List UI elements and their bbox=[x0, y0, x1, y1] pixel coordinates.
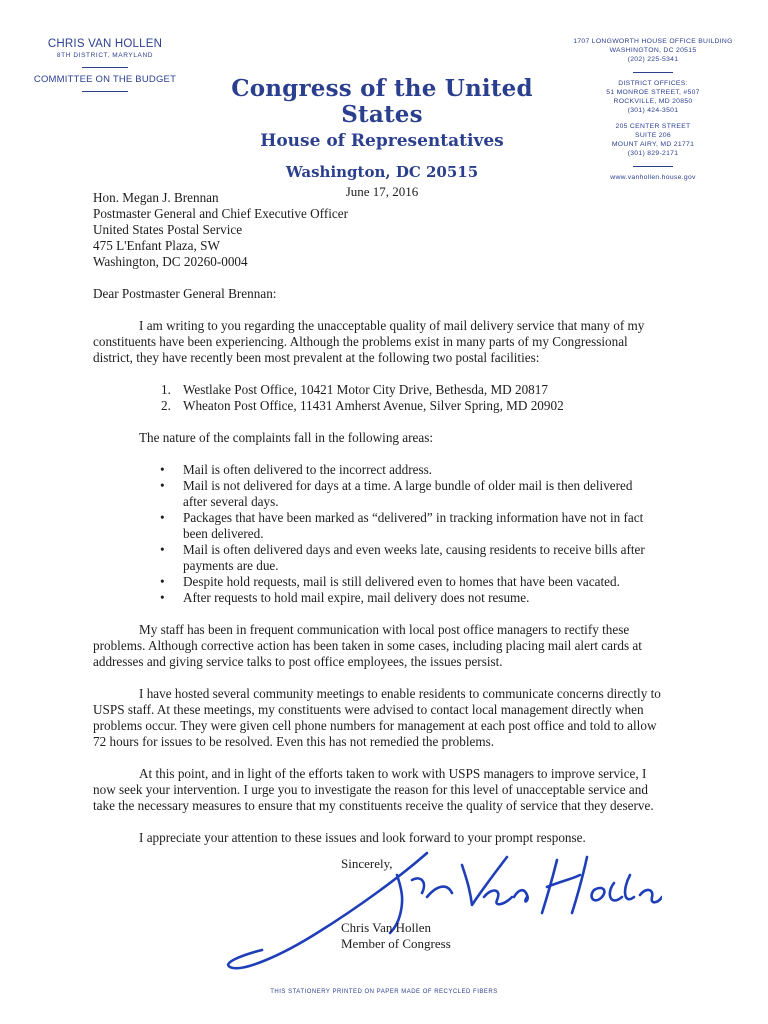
footer-note: THIS STATIONERY PRINTED ON PAPER MADE OF RECYCLED FIBERS bbox=[270, 989, 498, 995]
letterhead-center bbox=[222, 76, 542, 200]
recipient-address bbox=[93, 190, 663, 270]
list-item: 1. Westlake Post Office, 10421 Motor City Drive, Bethesda, MD 20817 bbox=[161, 382, 548, 397]
paragraph: My staff has been in frequent communication with local post office managers to rectify these problems. Although corrective action has been taken in some cases, including placing mail alert cards at addresses and giving service talks to post office employees, the issues persist. bbox=[93, 622, 642, 669]
complaint-list bbox=[93, 462, 663, 606]
letter-body bbox=[93, 190, 663, 846]
paragraph: I am writing to you regarding the unacceptable quality of mail delivery service that many of my constituents have been experiencing. Although the problems exist in many parts of my Congressional district, they have recently been most prevalent at the following two postal facilities: bbox=[93, 318, 645, 365]
member-name: CHRIS VAN HOLLEN bbox=[47, 38, 163, 50]
signer-title: Member of Congress bbox=[341, 936, 451, 951]
recipient-line: United States Postal Service bbox=[93, 222, 243, 237]
office-address-line: ROCKVILLE, MD 20850 bbox=[613, 98, 693, 105]
recipient-line: Hon. Megan J. Brennan bbox=[93, 190, 219, 205]
washington-title: Washington, DC 20515 bbox=[285, 163, 479, 181]
list-item: 2. Wheaton Post Office, 11431 Amherst Avenue, Silver Spring, MD 20902 bbox=[161, 398, 564, 413]
recipient-line: Postmaster General and Chief Executive Officer bbox=[93, 206, 348, 221]
office-address-line: 51 MONROE STREET, #507 bbox=[606, 89, 700, 96]
list-item: • Despite hold requests, mail is still delivered even to homes that have been vacated. bbox=[160, 574, 620, 589]
salutation: Dear Postmaster General Brennan: bbox=[93, 286, 277, 301]
website-link[interactable]: www.vanhollen.house.gov bbox=[610, 174, 696, 181]
divider bbox=[633, 72, 673, 73]
closing: Sincerely, bbox=[341, 856, 393, 871]
district-offices-label: DISTRICT OFFICES: bbox=[618, 80, 688, 87]
house-title: House of Representatives bbox=[260, 131, 504, 151]
office-address-line: WASHINGTON, DC 20515 bbox=[609, 47, 697, 54]
list-item: • Mail is often delivered days and even weeks late, causing residents to receive bills after payments are due. bbox=[160, 542, 645, 573]
office-phone: (301) 424-3501 bbox=[627, 107, 679, 114]
district-label: 8TH DISTRICT, MARYLAND bbox=[56, 52, 154, 59]
list-item: • Mail is often delivered to the incorrect address. bbox=[160, 462, 433, 477]
letterhead-right bbox=[568, 37, 738, 182]
signature-image bbox=[222, 835, 662, 985]
facility-list bbox=[93, 382, 663, 414]
list-item: • After requests to hold mail expire, mail delivery does not resume. bbox=[160, 590, 530, 605]
office-phone: (301) 829-2171 bbox=[627, 150, 679, 157]
office-address-line: MOUNT AIRY, MD 21771 bbox=[611, 141, 695, 148]
office-address-line: SUITE 206 bbox=[635, 132, 671, 139]
list-item: • Packages that have been marked as “delivered” in tracking information have not in fact been delivered. bbox=[160, 510, 644, 541]
recipient-line: 475 L'Enfant Plaza, SW bbox=[93, 238, 220, 253]
paragraph: I have hosted several community meetings to enable residents to communicate concerns directly to USPS staff. At these meetings, my constituents were advised to contact local management directly when problems occur. They were given cell phone numbers for management at each post office and told to allow 72 hours for issues to be resolved. Even this has not remedied the problems. bbox=[93, 686, 661, 749]
recipient-line: Washington, DC 20260-0004 bbox=[93, 254, 248, 269]
divider bbox=[82, 67, 128, 68]
divider bbox=[633, 166, 673, 167]
office-address-line: 205 CENTER STREET bbox=[615, 123, 691, 130]
divider bbox=[82, 91, 128, 92]
paragraph: I appreciate your attention to these issues and look forward to your prompt response. bbox=[139, 830, 586, 845]
committee-label: COMMITTEE ON THE BUDGET bbox=[33, 74, 177, 85]
signer-name: Chris Van Hollen bbox=[341, 920, 432, 935]
paragraph: At this point, and in light of the efforts taken to work with USPS managers to improve service, I now seek your intervention. I urge you to investigate the reason for this level of unacceptable service and take the necessary measures to ensure that my constituents receive the quality of service that they deserve. bbox=[93, 766, 654, 813]
office-address-line: 1707 LONGWORTH HOUSE OFFICE BUILDING bbox=[573, 38, 733, 45]
congress-title: Congress of the United States bbox=[231, 75, 533, 128]
signer-block bbox=[341, 920, 451, 952]
office-phone: (202) 225-5341 bbox=[627, 56, 679, 63]
letterhead-left bbox=[30, 38, 180, 92]
paragraph: The nature of the complaints fall in the following areas: bbox=[139, 430, 434, 445]
list-item: • Mail is not delivered for days at a time. A large bundle of older mail is then delivered after several days. bbox=[160, 478, 633, 509]
letter-date: June 17, 2016 bbox=[345, 184, 419, 199]
